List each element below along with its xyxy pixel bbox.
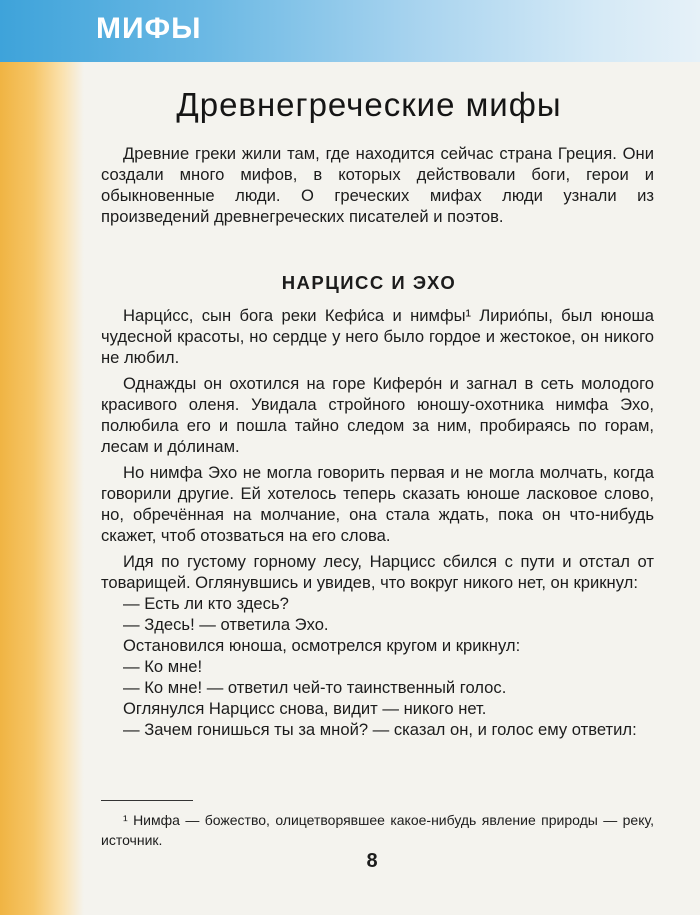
footnote-divider [101,800,193,801]
story-paragraph-1: Нарци́сс, сын бога реки Кефи́са и нимфы¹ Лирио́пы, был юноша чудесной красоты, но сердце у него было гордое и жестокое, он никого не любил. [101,306,654,367]
story-paragraph-3: Но нимфа Эхо не могла говорить первая и не могла молчать, когда говорили другие. Ей хотелось теперь сказать юноше ласковое слово, но, обречённая на молчание, она стала ждать, пока он что-нибудь скажет, чтоб отозваться на его слова. [101,463,654,545]
story-dialogue-3: — Ко мне! [123,657,203,676]
story-paragraph-2: Однажды он охотился на горе Киферо́н и загнал в сеть молодого красивого оленя. Увидала стройного юношу-охотника нимфа Эхо, полюбила его и пошла тайно следом за ним, пробираясь по горам, лесам и до́линам. [101,374,654,456]
story-paragraph-4: Идя по густому горному лесу, Нарцисс сбился с пути и отстал от товарищей. Оглянувшись и увидев, что вокруг никого нет, он крикнул: [101,552,654,592]
story-paragraph-6: Оглянулся Нарцисс снова, видит — никого нет. [123,699,487,718]
story-dialogue-4: — Ко мне! — ответил чей-то таинственный голос. [123,678,507,697]
story-title: НАРЦИСС И ЭХО [281,272,457,293]
story-body [101,305,654,740]
story-dialogue-1: — Есть ли кто здесь? [123,594,289,613]
section-label: МИФЫ [96,12,202,45]
story-dialogue-5: — Зачем гонишься ты за мной? — сказал он, и голос ему ответил: [123,720,637,739]
section-header-band [0,0,700,62]
page-number: 8 [366,850,378,872]
page-title: Древнегреческие мифы [176,86,562,123]
intro-paragraph: Древние греки жили там, где находится сейчас страна Греция. Они создали много мифов, в которых действовали боги, герои и обыкновенные люди. О греческих мифах люди узнали из произведений древнегреческих писателей и поэтов. [101,144,654,226]
footnote: ¹ Нимфа — божество, олицетворявшее какое-нибудь явление природы — реку, источник. [101,812,654,848]
story-dialogue-2: — Здесь! — ответила Эхо. [123,615,329,634]
story-paragraph-5: Остановился юноша, осмотрелся кругом и крикнул: [123,636,521,655]
page-side-strip [0,0,84,915]
